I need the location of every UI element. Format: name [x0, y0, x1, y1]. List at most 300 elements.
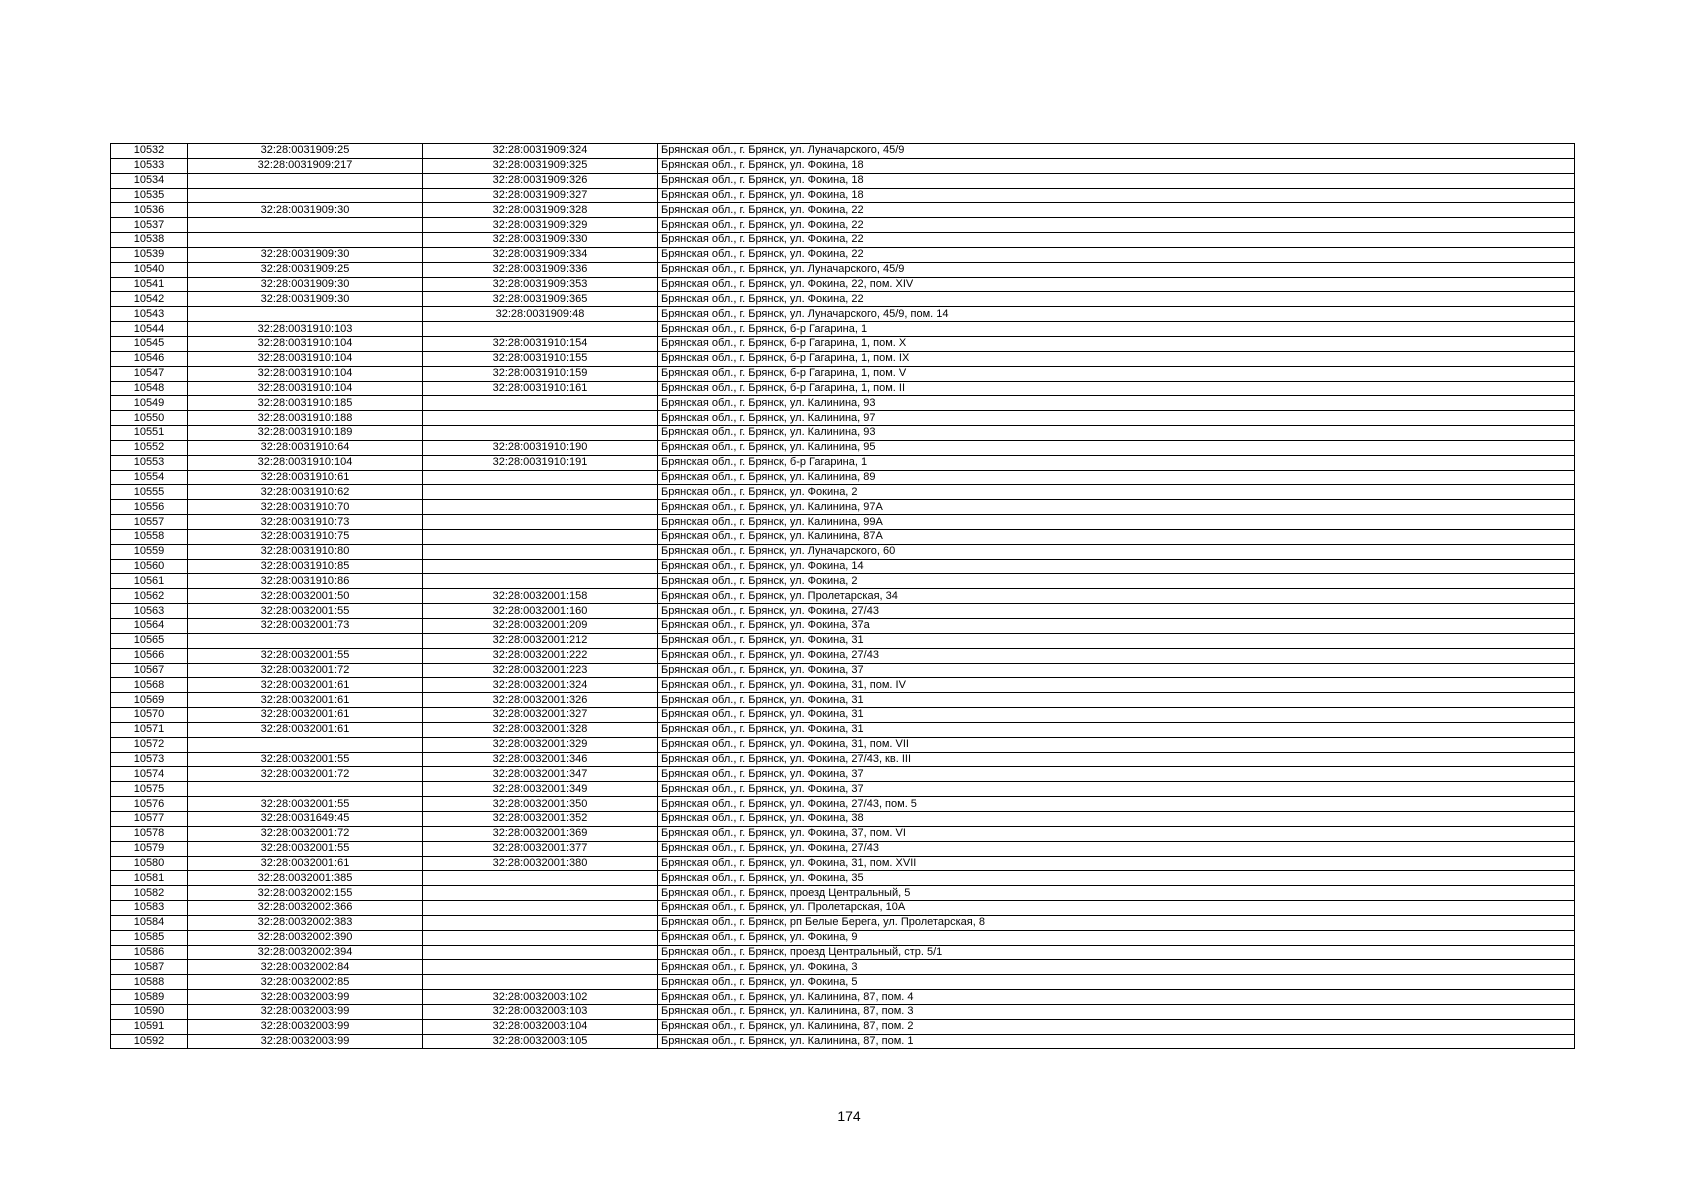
row-number-cell: 10568: [111, 678, 188, 693]
cadastral-number-cell: [423, 322, 658, 337]
row-number-cell: 10580: [111, 856, 188, 871]
table-row: [111, 515, 1575, 530]
parent-cadastral-number-cell: 32:28:0031909:30: [188, 203, 423, 218]
table-row: [111, 811, 1575, 826]
parent-cadastral-number-cell: 32:28:0032003:99: [188, 1034, 423, 1049]
address-cell: Брянская обл., г. Брянск, ул. Фокина, 2: [658, 574, 1575, 589]
row-number-cell: 10565: [111, 633, 188, 648]
cadastral-number-cell: 32:28:0032003:105: [423, 1034, 658, 1049]
address-cell: Брянская обл., г. Брянск, ул. Калинина, 93: [658, 426, 1575, 441]
cadastral-number-cell: 32:28:0032001:324: [423, 678, 658, 693]
cadastral-number-cell: 32:28:0031910:159: [423, 366, 658, 381]
parent-cadastral-number-cell: 32:28:0031910:104: [188, 366, 423, 381]
row-number-cell: 10585: [111, 930, 188, 945]
cadastral-number-cell: 32:28:0031909:325: [423, 158, 658, 173]
parent-cadastral-number-cell: 32:28:0031910:104: [188, 351, 423, 366]
row-number-cell: 10533: [111, 158, 188, 173]
parent-cadastral-number-cell: 32:28:0032001:385: [188, 871, 423, 886]
cadastral-number-cell: 32:28:0031909:329: [423, 218, 658, 233]
address-cell: Брянская обл., г. Брянск, ул. Пролетарская, 10А: [658, 901, 1575, 916]
table-row: [111, 1004, 1575, 1019]
cadastral-number-cell: 32:28:0032001:349: [423, 782, 658, 797]
table-row: [111, 856, 1575, 871]
parent-cadastral-number-cell: [188, 233, 423, 248]
row-number-cell: 10586: [111, 945, 188, 960]
parent-cadastral-number-cell: 32:28:0032001:61: [188, 678, 423, 693]
cadastral-number-cell: [423, 915, 658, 930]
address-cell: Брянская обл., г. Брянск, б-р Гагарина, 1, пом. V: [658, 366, 1575, 381]
parent-cadastral-number-cell: 32:28:0031909:25: [188, 144, 423, 159]
parent-cadastral-number-cell: 32:28:0031910:80: [188, 544, 423, 559]
row-number-cell: 10581: [111, 871, 188, 886]
table-row: [111, 529, 1575, 544]
cadastral-number-cell: 32:28:0032003:104: [423, 1019, 658, 1034]
table-row: [111, 574, 1575, 589]
table-row: [111, 619, 1575, 634]
cadastral-number-cell: [423, 411, 658, 426]
row-number-cell: 10556: [111, 500, 188, 515]
row-number-cell: 10582: [111, 886, 188, 901]
address-cell: Брянская обл., г. Брянск, ул. Калинина, 89: [658, 470, 1575, 485]
table-row: [111, 604, 1575, 619]
address-cell: Брянская обл., г. Брянск, ул. Калинина, 99А: [658, 515, 1575, 530]
address-cell: Брянская обл., г. Брянск, ул. Фокина, 9: [658, 930, 1575, 945]
address-cell: Брянская обл., г. Брянск, ул. Фокина, 18: [658, 158, 1575, 173]
address-cell: Брянская обл., г. Брянск, ул. Калинина, 97: [658, 411, 1575, 426]
address-cell: Брянская обл., г. Брянск, ул. Луначарского, 45/9, пом. 14: [658, 307, 1575, 322]
address-cell: Брянская обл., г. Брянск, б-р Гагарина, 1, пом. X: [658, 336, 1575, 351]
row-number-cell: 10542: [111, 292, 188, 307]
table-row: [111, 722, 1575, 737]
table-row: [111, 500, 1575, 515]
table-row: [111, 262, 1575, 277]
table-row: [111, 485, 1575, 500]
address-cell: Брянская обл., г. Брянск, ул. Фокина, 37, пом. VI: [658, 826, 1575, 841]
address-cell: Брянская обл., г. Брянск, ул. Фокина, 31: [658, 708, 1575, 723]
cadastral-number-cell: [423, 886, 658, 901]
parent-cadastral-number-cell: [188, 782, 423, 797]
address-cell: Брянская обл., г. Брянск, ул. Фокина, 22: [658, 203, 1575, 218]
parent-cadastral-number-cell: [188, 307, 423, 322]
row-number-cell: 10555: [111, 485, 188, 500]
row-number-cell: 10567: [111, 663, 188, 678]
cadastral-number-cell: 32:28:0032001:223: [423, 663, 658, 678]
address-cell: Брянская обл., г. Брянск, ул. Фокина, 31, пом. IV: [658, 678, 1575, 693]
table-row: [111, 945, 1575, 960]
address-cell: Брянская обл., г. Брянск, ул. Фокина, 27/43, пом. 5: [658, 797, 1575, 812]
parent-cadastral-number-cell: 32:28:0032001:61: [188, 722, 423, 737]
address-cell: Брянская обл., г. Брянск, ул. Фокина, 27/43, кв. III: [658, 752, 1575, 767]
row-number-cell: 10544: [111, 322, 188, 337]
row-number-cell: 10535: [111, 188, 188, 203]
cadastral-number-cell: 32:28:0032001:350: [423, 797, 658, 812]
parent-cadastral-number-cell: 32:28:0032002:84: [188, 960, 423, 975]
table-row: [111, 144, 1575, 159]
cadastral-number-cell: 32:28:0031909:336: [423, 262, 658, 277]
parent-cadastral-number-cell: [188, 633, 423, 648]
parent-cadastral-number-cell: 32:28:0031909:25: [188, 262, 423, 277]
row-number-cell: 10591: [111, 1019, 188, 1034]
parent-cadastral-number-cell: 32:28:0031910:103: [188, 322, 423, 337]
address-cell: Брянская обл., г. Брянск, ул. Калинина, 95: [658, 440, 1575, 455]
table-row: [111, 767, 1575, 782]
parent-cadastral-number-cell: 32:28:0031910:61: [188, 470, 423, 485]
parent-cadastral-number-cell: 32:28:0032002:366: [188, 901, 423, 916]
table-row: [111, 886, 1575, 901]
parent-cadastral-number-cell: 32:28:0031910:104: [188, 381, 423, 396]
cadastral-number-cell: 32:28:0032001:352: [423, 811, 658, 826]
parent-cadastral-number-cell: 32:28:0032001:61: [188, 708, 423, 723]
parent-cadastral-number-cell: 32:28:0032001:73: [188, 619, 423, 634]
parent-cadastral-number-cell: 32:28:0031910:75: [188, 529, 423, 544]
parent-cadastral-number-cell: 32:28:0031910:64: [188, 440, 423, 455]
cadastral-number-cell: 32:28:0032001:346: [423, 752, 658, 767]
cadastral-number-cell: [423, 544, 658, 559]
row-number-cell: 10534: [111, 173, 188, 188]
table-row: [111, 158, 1575, 173]
row-number-cell: 10572: [111, 737, 188, 752]
cadastral-number-cell: 32:28:0031910:191: [423, 455, 658, 470]
address-cell: Брянская обл., г. Брянск, ул. Фокина, 27/43: [658, 604, 1575, 619]
parent-cadastral-number-cell: 32:28:0032001:55: [188, 841, 423, 856]
parent-cadastral-number-cell: [188, 173, 423, 188]
row-number-cell: 10537: [111, 218, 188, 233]
table-row: [111, 426, 1575, 441]
address-cell: Брянская обл., г. Брянск, ул. Фокина, 5: [658, 975, 1575, 990]
parent-cadastral-number-cell: 32:28:0031910:188: [188, 411, 423, 426]
row-number-cell: 10536: [111, 203, 188, 218]
address-cell: Брянская обл., г. Брянск, проезд Центральный, 5: [658, 886, 1575, 901]
row-number-cell: 10558: [111, 529, 188, 544]
cadastral-number-cell: 32:28:0031910:154: [423, 336, 658, 351]
table-row: [111, 975, 1575, 990]
table-row: [111, 797, 1575, 812]
cadastral-number-cell: 32:28:0031909:365: [423, 292, 658, 307]
parent-cadastral-number-cell: 32:28:0031910:104: [188, 455, 423, 470]
table-row: [111, 678, 1575, 693]
cadastral-number-cell: 32:28:0031909:327: [423, 188, 658, 203]
parent-cadastral-number-cell: 32:28:0031909:217: [188, 158, 423, 173]
address-cell: Брянская обл., г. Брянск, ул. Луначарского, 45/9: [658, 144, 1575, 159]
row-number-cell: 10538: [111, 233, 188, 248]
row-number-cell: 10539: [111, 247, 188, 262]
table-row: [111, 737, 1575, 752]
parent-cadastral-number-cell: 32:28:0031910:70: [188, 500, 423, 515]
cadastral-number-cell: [423, 500, 658, 515]
row-number-cell: 10541: [111, 277, 188, 292]
address-cell: Брянская обл., г. Брянск, ул. Фокина, 31: [658, 722, 1575, 737]
row-number-cell: 10575: [111, 782, 188, 797]
cadastral-number-cell: 32:28:0032001:327: [423, 708, 658, 723]
address-cell: Брянская обл., г. Брянск, ул. Пролетарская, 34: [658, 589, 1575, 604]
cadastral-number-cell: 32:28:0032001:377: [423, 841, 658, 856]
table-row: [111, 322, 1575, 337]
table-body: [111, 144, 1575, 1049]
cadastral-number-cell: [423, 901, 658, 916]
parent-cadastral-number-cell: 32:28:0032003:99: [188, 1019, 423, 1034]
row-number-cell: 10540: [111, 262, 188, 277]
parent-cadastral-number-cell: 32:28:0031910:62: [188, 485, 423, 500]
table-row: [111, 589, 1575, 604]
row-number-cell: 10559: [111, 544, 188, 559]
address-cell: Брянская обл., г. Брянск, б-р Гагарина, 1: [658, 455, 1575, 470]
table-row: [111, 901, 1575, 916]
row-number-cell: 10545: [111, 336, 188, 351]
parent-cadastral-number-cell: [188, 188, 423, 203]
parent-cadastral-number-cell: 32:28:0031910:85: [188, 559, 423, 574]
table-row: [111, 455, 1575, 470]
table-row: [111, 351, 1575, 366]
address-cell: Брянская обл., г. Брянск, ул. Калинина, 87, пом. 3: [658, 1004, 1575, 1019]
row-number-cell: 10549: [111, 396, 188, 411]
parent-cadastral-number-cell: 32:28:0031909:30: [188, 277, 423, 292]
address-cell: Брянская обл., г. Брянск, ул. Фокина, 18: [658, 173, 1575, 188]
address-cell: Брянская обл., г. Брянск, ул. Фокина, 22: [658, 292, 1575, 307]
cadastral-number-cell: 32:28:0031910:155: [423, 351, 658, 366]
table-row: [111, 782, 1575, 797]
address-cell: Брянская обл., г. Брянск, ул. Калинина, 97А: [658, 500, 1575, 515]
row-number-cell: 10532: [111, 144, 188, 159]
cadastral-number-cell: [423, 559, 658, 574]
parent-cadastral-number-cell: 32:28:0031910:73: [188, 515, 423, 530]
address-cell: Брянская обл., г. Брянск, ул. Калинина, 87А: [658, 529, 1575, 544]
address-cell: Брянская обл., г. Брянск, ул. Фокина, 3: [658, 960, 1575, 975]
address-cell: Брянская обл., г. Брянск, б-р Гагарина, 1: [658, 322, 1575, 337]
row-number-cell: 10589: [111, 990, 188, 1005]
table-row: [111, 277, 1575, 292]
cadastral-number-cell: [423, 574, 658, 589]
table-row: [111, 411, 1575, 426]
parent-cadastral-number-cell: 32:28:0032001:55: [188, 797, 423, 812]
parent-cadastral-number-cell: 32:28:0032003:99: [188, 990, 423, 1005]
table-row: [111, 366, 1575, 381]
parent-cadastral-number-cell: 32:28:0032002:383: [188, 915, 423, 930]
address-cell: Брянская обл., г. Брянск, ул. Калинина, 87, пом. 1: [658, 1034, 1575, 1049]
parent-cadastral-number-cell: 32:28:0032003:99: [188, 1004, 423, 1019]
row-number-cell: 10548: [111, 381, 188, 396]
cadastral-number-cell: 32:28:0032001:369: [423, 826, 658, 841]
cadastral-number-cell: 32:28:0032001:380: [423, 856, 658, 871]
address-cell: Брянская обл., г. Брянск, б-р Гагарина, 1, пом. IX: [658, 351, 1575, 366]
address-cell: Брянская обл., г. Брянск, ул. Калинина, 87, пом. 4: [658, 990, 1575, 1005]
address-cell: Брянская обл., г. Брянск, ул. Фокина, 14: [658, 559, 1575, 574]
table-row: [111, 826, 1575, 841]
cadastral-table: [110, 143, 1575, 1049]
parent-cadastral-number-cell: [188, 218, 423, 233]
parent-cadastral-number-cell: 32:28:0032001:55: [188, 648, 423, 663]
cadastral-number-cell: 32:28:0032001:160: [423, 604, 658, 619]
cadastral-number-cell: 32:28:0031909:48: [423, 307, 658, 322]
parent-cadastral-number-cell: 32:28:0031910:189: [188, 426, 423, 441]
cadastral-number-cell: 32:28:0032001:158: [423, 589, 658, 604]
table-row: [111, 396, 1575, 411]
parent-cadastral-number-cell: 32:28:0032001:61: [188, 856, 423, 871]
row-number-cell: 10553: [111, 455, 188, 470]
table-row: [111, 440, 1575, 455]
table-row: [111, 544, 1575, 559]
cadastral-number-cell: [423, 396, 658, 411]
table-row: [111, 708, 1575, 723]
cadastral-number-cell: 32:28:0032003:103: [423, 1004, 658, 1019]
table-row: [111, 336, 1575, 351]
row-number-cell: 10563: [111, 604, 188, 619]
row-number-cell: 10551: [111, 426, 188, 441]
cadastral-number-cell: [423, 930, 658, 945]
row-number-cell: 10560: [111, 559, 188, 574]
address-cell: Брянская обл., г. Брянск, ул. Фокина, 37: [658, 782, 1575, 797]
row-number-cell: 10566: [111, 648, 188, 663]
parent-cadastral-number-cell: 32:28:0031909:30: [188, 247, 423, 262]
parent-cadastral-number-cell: 32:28:0032002:155: [188, 886, 423, 901]
parent-cadastral-number-cell: 32:28:0031649:45: [188, 811, 423, 826]
row-number-cell: 10574: [111, 767, 188, 782]
table-row: [111, 218, 1575, 233]
row-number-cell: 10579: [111, 841, 188, 856]
address-cell: Брянская обл., г. Брянск, ул. Фокина, 22: [658, 233, 1575, 248]
cadastral-number-cell: 32:28:0032001:347: [423, 767, 658, 782]
parent-cadastral-number-cell: 32:28:0032001:72: [188, 767, 423, 782]
parent-cadastral-number-cell: [188, 737, 423, 752]
address-cell: Брянская обл., г. Брянск, ул. Луначарского, 45/9: [658, 262, 1575, 277]
table-row: [111, 233, 1575, 248]
table-row: [111, 470, 1575, 485]
parent-cadastral-number-cell: 32:28:0032001:72: [188, 663, 423, 678]
row-number-cell: 10554: [111, 470, 188, 485]
parent-cadastral-number-cell: 32:28:0032001:55: [188, 604, 423, 619]
cadastral-number-cell: 32:28:0032001:326: [423, 693, 658, 708]
address-cell: Брянская обл., г. Брянск, ул. Фокина, 27/43: [658, 841, 1575, 856]
table-row: [111, 247, 1575, 262]
cadastral-number-cell: 32:28:0032003:102: [423, 990, 658, 1005]
cadastral-number-cell: [423, 960, 658, 975]
parent-cadastral-number-cell: 32:28:0032001:55: [188, 752, 423, 767]
table-row: [111, 871, 1575, 886]
address-cell: Брянская обл., г. Брянск, ул. Фокина, 2: [658, 485, 1575, 500]
row-number-cell: 10543: [111, 307, 188, 322]
cadastral-number-cell: 32:28:0031909:328: [423, 203, 658, 218]
address-cell: Брянская обл., г. Брянск, ул. Фокина, 37: [658, 767, 1575, 782]
address-cell: Брянская обл., г. Брянск, ул. Фокина, 38: [658, 811, 1575, 826]
address-cell: Брянская обл., г. Брянск, ул. Калинина, 93: [658, 396, 1575, 411]
table-row: [111, 559, 1575, 574]
row-number-cell: 10583: [111, 901, 188, 916]
parent-cadastral-number-cell: 32:28:0032002:394: [188, 945, 423, 960]
row-number-cell: 10569: [111, 693, 188, 708]
row-number-cell: 10587: [111, 960, 188, 975]
cadastral-number-cell: 32:28:0032001:212: [423, 633, 658, 648]
cadastral-number-cell: 32:28:0031909:326: [423, 173, 658, 188]
address-cell: Брянская обл., г. Брянск, ул. Фокина, 22: [658, 247, 1575, 262]
cadastral-number-cell: [423, 871, 658, 886]
parent-cadastral-number-cell: 32:28:0032002:85: [188, 975, 423, 990]
address-cell: Брянская обл., г. Брянск, ул. Калинина, 87, пом. 2: [658, 1019, 1575, 1034]
table-row: [111, 1034, 1575, 1049]
address-cell: Брянская обл., г. Брянск, ул. Фокина, 37а: [658, 619, 1575, 634]
address-cell: Брянская обл., г. Брянск, ул. Фокина, 31: [658, 633, 1575, 648]
row-number-cell: 10550: [111, 411, 188, 426]
cadastral-number-cell: [423, 515, 658, 530]
parent-cadastral-number-cell: 32:28:0032001:50: [188, 589, 423, 604]
table-row: [111, 648, 1575, 663]
parent-cadastral-number-cell: 32:28:0031910:185: [188, 396, 423, 411]
cadastral-number-cell: [423, 485, 658, 500]
row-number-cell: 10573: [111, 752, 188, 767]
cadastral-number-cell: [423, 975, 658, 990]
table-row: [111, 752, 1575, 767]
row-number-cell: 10592: [111, 1034, 188, 1049]
table-row: [111, 841, 1575, 856]
row-number-cell: 10564: [111, 619, 188, 634]
table-row: [111, 307, 1575, 322]
cadastral-number-cell: 32:28:0031910:161: [423, 381, 658, 396]
address-cell: Брянская обл., г. Брянск, ул. Луначарского, 60: [658, 544, 1575, 559]
cadastral-number-cell: 32:28:0032001:329: [423, 737, 658, 752]
row-number-cell: 10546: [111, 351, 188, 366]
row-number-cell: 10561: [111, 574, 188, 589]
address-cell: Брянская обл., г. Брянск, ул. Фокина, 37: [658, 663, 1575, 678]
parent-cadastral-number-cell: 32:28:0031910:104: [188, 336, 423, 351]
table-row: [111, 292, 1575, 307]
address-cell: Брянская обл., г. Брянск, б-р Гагарина, 1, пом. II: [658, 381, 1575, 396]
cadastral-number-cell: 32:28:0031910:190: [423, 440, 658, 455]
parent-cadastral-number-cell: 32:28:0031910:86: [188, 574, 423, 589]
cadastral-number-cell: 32:28:0031909:353: [423, 277, 658, 292]
page-number: 174: [837, 1108, 861, 1124]
address-cell: Брянская обл., г. Брянск, ул. Фокина, 18: [658, 188, 1575, 203]
cadastral-number-cell: [423, 529, 658, 544]
row-number-cell: 10576: [111, 797, 188, 812]
table-row: [111, 930, 1575, 945]
cadastral-number-cell: 32:28:0032001:328: [423, 722, 658, 737]
row-number-cell: 10552: [111, 440, 188, 455]
row-number-cell: 10577: [111, 811, 188, 826]
row-number-cell: 10571: [111, 722, 188, 737]
cadastral-number-cell: 32:28:0031909:330: [423, 233, 658, 248]
address-cell: Брянская обл., г. Брянск, проезд Центральный, стр. 5/1: [658, 945, 1575, 960]
address-cell: Брянская обл., г. Брянск, ул. Фокина, 22: [658, 218, 1575, 233]
parent-cadastral-number-cell: 32:28:0032001:61: [188, 693, 423, 708]
row-number-cell: 10590: [111, 1004, 188, 1019]
table-row: [111, 915, 1575, 930]
address-cell: Брянская обл., г. Брянск, ул. Фокина, 31: [658, 693, 1575, 708]
cadastral-number-cell: 32:28:0031909:324: [423, 144, 658, 159]
row-number-cell: 10557: [111, 515, 188, 530]
cadastral-number-cell: [423, 945, 658, 960]
cadastral-number-cell: 32:28:0032001:209: [423, 619, 658, 634]
address-cell: Брянская обл., г. Брянск, ул. Фокина, 22, пом. XIV: [658, 277, 1575, 292]
cadastral-number-cell: 32:28:0032001:222: [423, 648, 658, 663]
parent-cadastral-number-cell: 32:28:0031909:30: [188, 292, 423, 307]
table-row: [111, 990, 1575, 1005]
table-row: [111, 1019, 1575, 1034]
address-cell: Брянская обл., г. Брянск, ул. Фокина, 35: [658, 871, 1575, 886]
cadastral-number-cell: [423, 470, 658, 485]
table-row: [111, 203, 1575, 218]
address-cell: Брянская обл., г. Брянск, ул. Фокина, 31, пом. VII: [658, 737, 1575, 752]
table-row: [111, 663, 1575, 678]
row-number-cell: 10584: [111, 915, 188, 930]
cadastral-number-cell: [423, 426, 658, 441]
table-row: [111, 188, 1575, 203]
address-cell: Брянская обл., г. Брянск, рп Белые Берега, ул. Пролетарская, 8: [658, 915, 1575, 930]
row-number-cell: 10547: [111, 366, 188, 381]
table-row: [111, 693, 1575, 708]
row-number-cell: 10562: [111, 589, 188, 604]
table-row: [111, 960, 1575, 975]
table-row: [111, 381, 1575, 396]
address-cell: Брянская обл., г. Брянск, ул. Фокина, 27/43: [658, 648, 1575, 663]
parent-cadastral-number-cell: 32:28:0032002:390: [188, 930, 423, 945]
